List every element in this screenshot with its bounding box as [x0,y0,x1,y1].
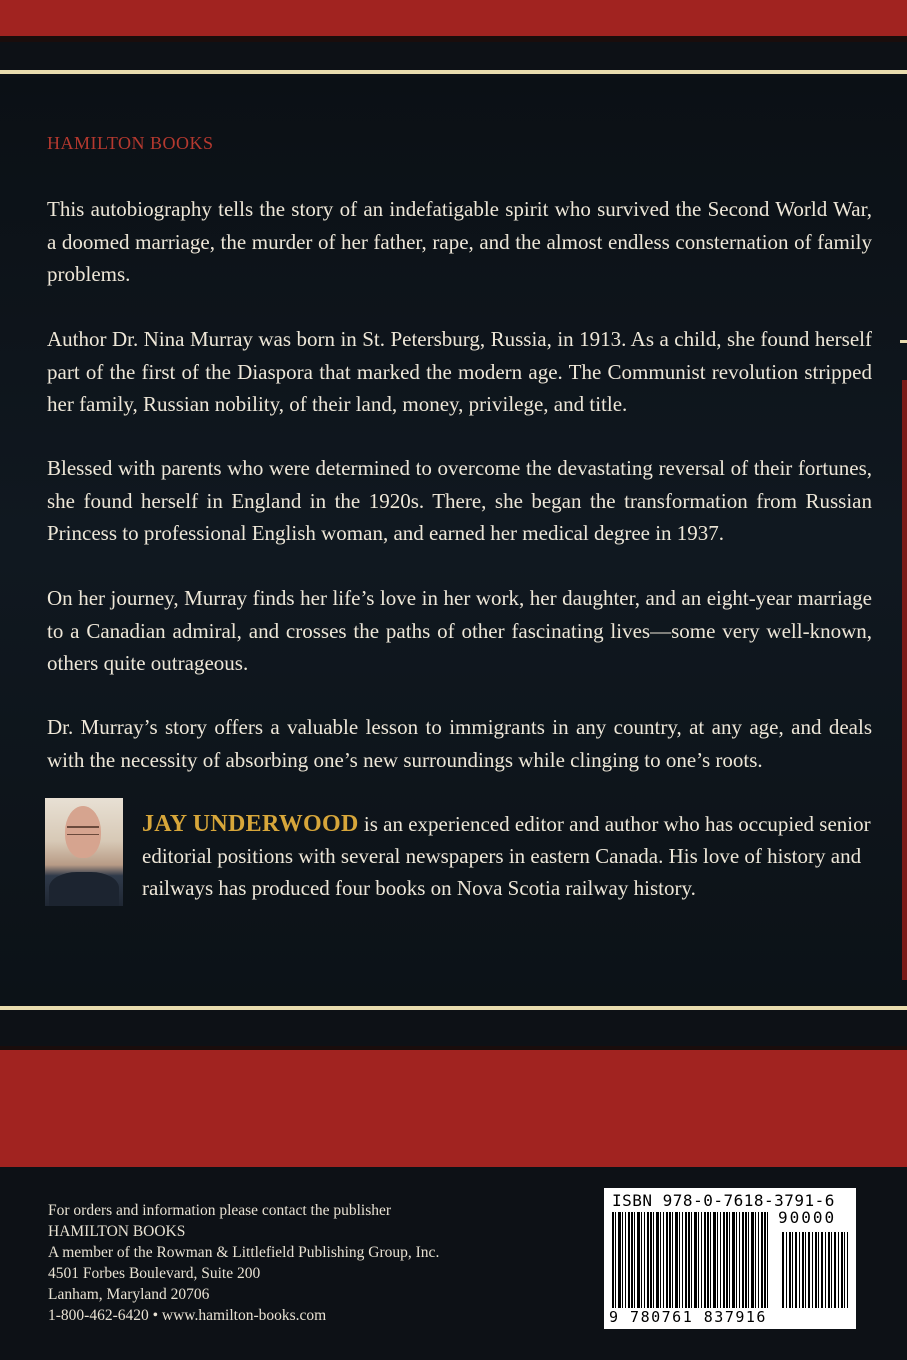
isbn-barcode [604,1188,856,1329]
contact-line-street: 4501 Forbes Boulevard, Suite 200 [48,1265,261,1282]
contact-line-publisher: HAMILTON BOOKS [48,1223,186,1240]
top-red-band [0,0,907,38]
ean-number: 9 780761 837916 [607,1308,769,1326]
bottom-gold-rule [0,1006,907,1010]
description-paragraph-3: Blessed with parents who were determined to overcome the devastating reversal of their fortunes, she found herself in England in the 1920s. There, she began the transformation from Russian Princess to professional English woman, and earned her medical degree in 1937. [47,456,872,545]
author-photo [45,798,123,906]
ean-barcode-bars [612,1212,770,1308]
contact-line-group: A member of the Rowman & Littlefield Publishing Group, Inc. [48,1244,440,1261]
publisher-heading: HAMILTON BOOKS [47,133,214,153]
description-paragraph-1: This autobiography tells the story of an indefatigable spirit who survived the Second World War, a doomed marriage, the murder of her father, rape, and the almost endless consternation of family problems. [47,197,872,286]
middle-red-band [0,1050,907,1167]
spine-tick [900,340,907,343]
description-paragraph-4: On her journey, Murray finds her life’s love in her work, her daughter, and an eight-year marriage to a Canadian admiral, and crosses the paths of other fascinating lives—some very well-known, others quite outrageous. [47,586,872,675]
contact-line-city: Lanham, Maryland 20706 [48,1286,210,1303]
author-photo-glasses [67,826,99,835]
author-name: JAY UNDERWOOD [142,811,359,837]
spine-edge [902,380,907,980]
author-bio [142,808,872,904]
top-gold-rule [0,70,907,74]
contact-line-intro: For orders and information please contact the publisher [48,1202,392,1219]
author-bio-text: is an experienced editor and author who has occupied senior editorial positions with several newspapers in eastern Canada. His love of history and railways has produced four books on Nova Scotia railway history. [142,812,871,900]
description-paragraph-5: Dr. Murray’s story offers a valuable lesson to immigrants in any country, at any age, and deals with the necessity of absorbing one’s new surroundings while clinging to one’s roots. [47,715,872,772]
publisher-contact [48,1200,439,1326]
author-photo-shirt [49,872,119,906]
contact-line-phone-web: 1-800-462-6420 • www.hamilton-books.com [48,1307,327,1324]
top-band-shadow [0,36,907,42]
price-barcode-bars [782,1232,848,1308]
isbn-text: ISBN 978-0-7618-3791-6 [612,1191,835,1210]
description-paragraph-2: Author Dr. Nina Murray was born in St. Petersburg, Russia, in 1913. As a child, she found herself part of the first of the Diaspora that marked the modern age. The Communist revolution stripped her family, Russian nobility, of their land, money, privilege, and title. [47,327,872,416]
price-code: 90000 [778,1208,837,1227]
